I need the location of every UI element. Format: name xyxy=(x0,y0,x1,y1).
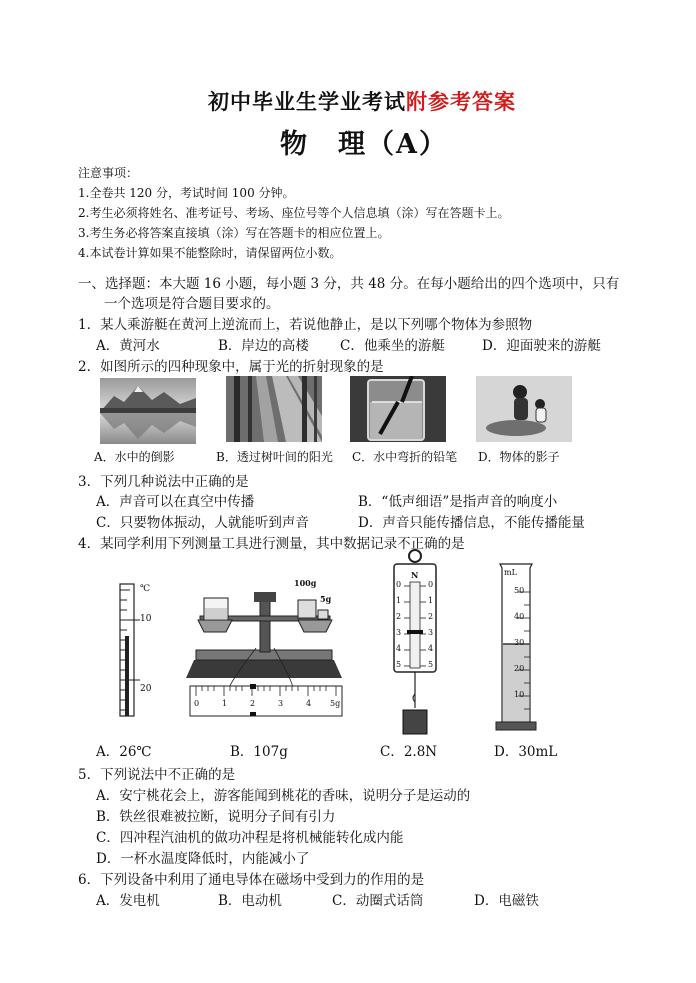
spring-scale-tick-label: 3 xyxy=(396,628,402,637)
photo-pencil-in-water xyxy=(350,376,446,442)
spring-scale-tick-label: 5 xyxy=(428,660,434,669)
question-5-option-b: B．铁丝很难被拉断，说明分子间有引力 xyxy=(96,809,336,825)
thermometer-tick-label: 20 xyxy=(140,684,152,694)
question-4-option-a: A．26℃ xyxy=(96,744,152,760)
section-instructions: 一、选择题：本大题 16 小题，每小题 3 分，共 48 分。在每小题给出的四个选项中，只有 xyxy=(78,276,620,292)
question-5-stem: 5．下列说法中不正确的是 xyxy=(78,767,236,783)
notice-heading: 注意事项： xyxy=(78,166,139,180)
question-4-option-b: B．107g xyxy=(230,744,288,760)
exam-title xyxy=(208,86,516,116)
balance-scale-label: 4 xyxy=(306,699,312,708)
question-6-option-b: B．电动机 xyxy=(218,893,282,909)
question-1-option-d: D．迎面驶来的游艇 xyxy=(482,338,601,354)
notice-item: 1.全卷共 120 分，考试时间 100 分钟。 xyxy=(78,186,295,200)
question-1-option-b: B．岸边的高楼 xyxy=(218,338,309,354)
title-main: 初中毕业生学业考试 xyxy=(208,89,406,114)
question-4-stem: 4．某同学利用下列测量工具进行测量，其中数据记录不正确的是 xyxy=(78,536,465,552)
spring-scale-tick-label: 1 xyxy=(428,596,434,605)
figure-thermometer xyxy=(100,580,160,720)
subject-title: 物 理（A） xyxy=(280,129,448,160)
thermometer-unit-label: ℃ xyxy=(140,584,151,594)
balance-weight-label: 100g xyxy=(294,578,317,588)
spring-scale-tick-label: 1 xyxy=(396,596,402,605)
figure-measuring-cylinder xyxy=(494,560,546,738)
question-2-option-c: C．水中弯折的铅笔 xyxy=(352,450,458,464)
figure-balance xyxy=(186,578,346,718)
photo-mountain-reflection xyxy=(100,378,196,444)
question-5-option-a: A．安宁桃花会上，游客能闻到桃花的香味，说明分子是运动的 xyxy=(96,788,471,804)
spring-scale-tick-label: 2 xyxy=(428,612,434,621)
question-6-option-a: A．发电机 xyxy=(96,893,160,909)
question-2-option-b: B．透过树叶间的阳光 xyxy=(216,450,333,464)
question-5-option-c: C．四冲程汽油机的做功冲程是将机械能转化成内能 xyxy=(96,830,404,846)
balance-scale-label: 1 xyxy=(222,699,228,708)
spring-scale-unit-label: N xyxy=(411,570,419,580)
title-answer-note: 附参考答案 xyxy=(406,89,516,114)
question-2-stem: 2．如图所示的四种现象中，属于光的折射现象的是 xyxy=(78,359,384,375)
photo-object-shadow xyxy=(476,376,572,442)
balance-scale-label: 5g xyxy=(330,699,341,708)
question-3-option-c: C．只要物体振动，人就能听到声音 xyxy=(96,515,309,531)
notice-item: 4.本试卷计算如果不能整除时，请保留两位小数。 xyxy=(78,246,342,260)
cylinder-tick-label: 30 xyxy=(514,638,525,647)
question-3-option-d: D．声音只能传播信息，不能传播能量 xyxy=(358,515,585,531)
spring-scale-tick-label: 4 xyxy=(428,644,434,653)
question-1-option-a: A．黄河水 xyxy=(96,338,160,354)
question-1-stem: 1．某人乘游艇在黄河上逆流而上，若说他静止，是以下列哪个物体为参照物 xyxy=(78,317,533,333)
spring-scale-tick-label: 3 xyxy=(428,628,434,637)
balance-scale-label: 2 xyxy=(250,699,256,708)
question-6-stem: 6．下列设备中利用了通电导体在磁场中受到力的作用的是 xyxy=(78,872,425,888)
cylinder-unit-label: mL xyxy=(504,568,517,577)
figure-spring-scale xyxy=(390,548,440,738)
notice-item: 2.考生必须将姓名、准考证号、考场、座位号等个人信息填（涂）写在答题卡上。 xyxy=(78,206,510,220)
thermometer-tick-label: 10 xyxy=(140,614,152,624)
photo-sunlight-through-leaves xyxy=(226,376,322,442)
question-2-option-d: D．物体的影子 xyxy=(478,450,560,464)
cylinder-tick-label: 40 xyxy=(514,612,525,621)
question-3-option-b: B．“低声细语”是指声音的响度小 xyxy=(358,494,558,510)
balance-scale-label: 0 xyxy=(194,699,200,708)
cylinder-tick-label: 50 xyxy=(514,586,525,595)
question-2-option-a: A．水中的倒影 xyxy=(94,450,175,464)
question-4-option-d: D．30mL xyxy=(494,744,558,760)
question-3-stem: 3．下列几种说法中正确的是 xyxy=(78,474,249,490)
section-instructions-cont: 一个选项是符合题目要求的。 xyxy=(104,296,280,312)
question-6-option-c: C．动圈式话筒 xyxy=(332,893,424,909)
question-6-option-d: D．电磁铁 xyxy=(474,893,539,909)
question-4-option-c: C．2.8N xyxy=(380,744,438,760)
question-1-option-c: C．他乘坐的游艇 xyxy=(340,338,445,354)
cylinder-tick-label: 10 xyxy=(514,690,525,699)
spring-scale-tick-label: 4 xyxy=(396,644,402,653)
spring-scale-tick-label: 5 xyxy=(396,660,402,669)
cylinder-tick-label: 20 xyxy=(514,664,525,673)
spring-scale-tick-label: 0 xyxy=(396,580,402,589)
balance-scale-label: 3 xyxy=(278,699,284,708)
balance-weight-label: 5g xyxy=(320,594,332,604)
question-3-option-a: A．声音可以在真空中传播 xyxy=(96,494,255,510)
spring-scale-tick-label: 0 xyxy=(428,580,434,589)
spring-scale-tick-label: 2 xyxy=(396,612,402,621)
notice-item: 3.考生务必将答案直接填（涂）写在答题卡的相应位置上。 xyxy=(78,226,390,240)
question-5-option-d: D．一杯水温度降低时，内能减小了 xyxy=(96,851,310,867)
